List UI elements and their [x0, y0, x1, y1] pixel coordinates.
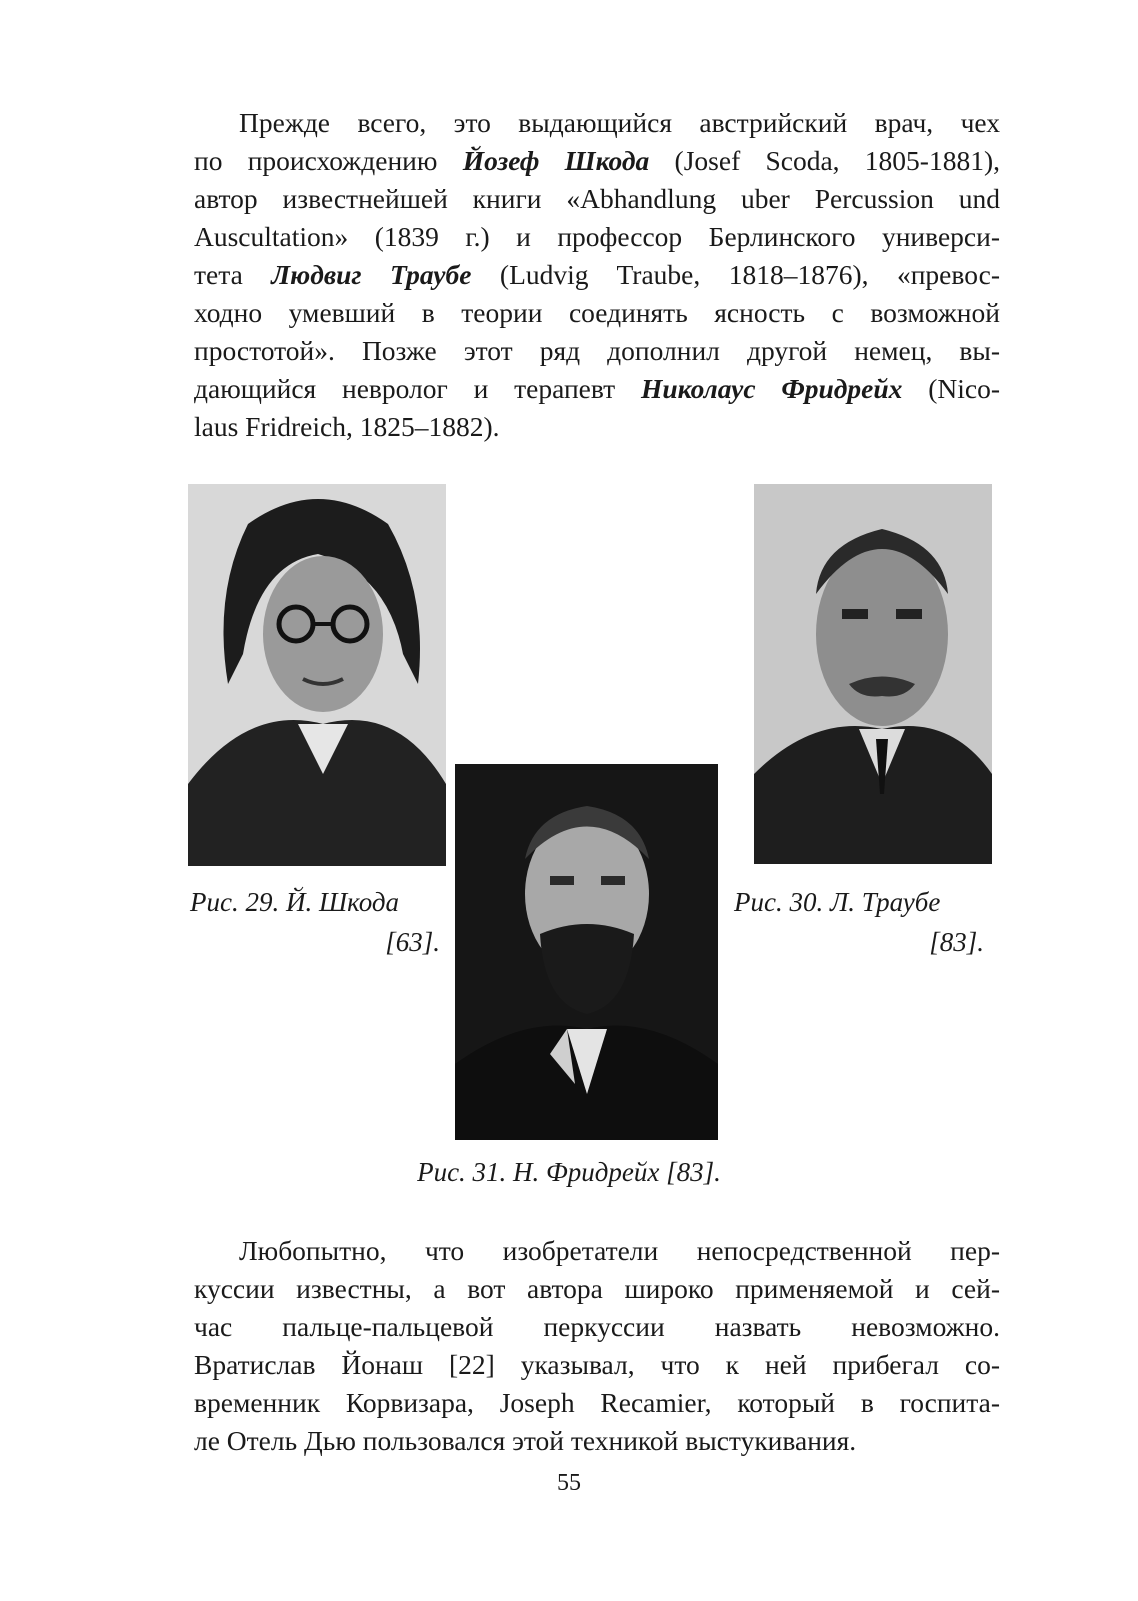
text-line: laus Fridreich, 1825–1882).	[194, 411, 500, 442]
text-line: тета Людвиг Траубе (Ludvig Traube, 1818–1876), «превос-	[194, 259, 1000, 290]
text-line: Вратислав Йонаш [22] указывал, что к ней прибегал со-	[194, 1349, 1000, 1380]
caption-fig31-text: Рис. 31. Н. Фридрейх [83].	[417, 1157, 721, 1187]
portrait-skoda-image	[188, 484, 446, 866]
text-line: по происхождению Йозеф Шкода (Josef Scoda, 1805-1881),	[194, 145, 1000, 176]
name-skoda: Йозеф Шкода	[462, 145, 650, 176]
text-line: автор известнейшей книги «Abhandlung uber Percussion und	[194, 183, 1000, 214]
text-line: Auscultation» (1839 г.) и профессор Берлинского универси-	[194, 221, 1000, 252]
portrait-traube-image	[754, 484, 992, 864]
name-traube: Людвиг Траубе	[271, 259, 472, 290]
caption-fig29	[190, 882, 440, 962]
portrait-traube	[754, 484, 992, 864]
text-line: куссии известны, а вот автора широко применяемой и сей-	[194, 1273, 1000, 1304]
text-line: час пальце-пальцевой перкуссии назвать невозможно.	[194, 1311, 1000, 1342]
portrait-skoda	[188, 484, 446, 866]
caption-fig29-ref: [63].	[385, 927, 440, 957]
text-line: ле Отель Дью пользовался этой техникой выстукивания.	[194, 1425, 857, 1456]
paragraph-intro	[194, 104, 1000, 446]
portrait-fridreich-image	[455, 764, 718, 1140]
page-number: 55	[557, 1470, 581, 1496]
text-line: дающийся невролог и терапевт Николаус Фридрейх (Nico-	[194, 373, 1000, 404]
caption-fig30-ref: [83].	[929, 927, 984, 957]
portrait-fridreich	[455, 764, 718, 1140]
caption-fig31	[0, 1152, 1138, 1192]
caption-fig29-text: Рис. 29. Й. Шкода	[190, 887, 400, 917]
caption-fig30	[734, 882, 984, 962]
text-line: временник Корвизара, Joseph Recamier, который в госпита-	[194, 1387, 1000, 1418]
text-line: Любопытно, что изобретатели непосредственной пер-	[239, 1235, 1000, 1266]
caption-fig30-text: Рис. 30. Л. Траубе	[734, 887, 941, 917]
text-line: ходно умевший в теории соединять ясность с возможной	[194, 297, 1000, 328]
name-fridreich: Николаус Фридрейх	[641, 373, 903, 404]
text-line: Прежде всего, это выдающийся австрийский врач, чех	[239, 107, 1000, 138]
text-line: простотой». Позже этот ряд дополнил другой немец, вы-	[194, 335, 1000, 366]
paragraph-percussion	[194, 1232, 1000, 1460]
